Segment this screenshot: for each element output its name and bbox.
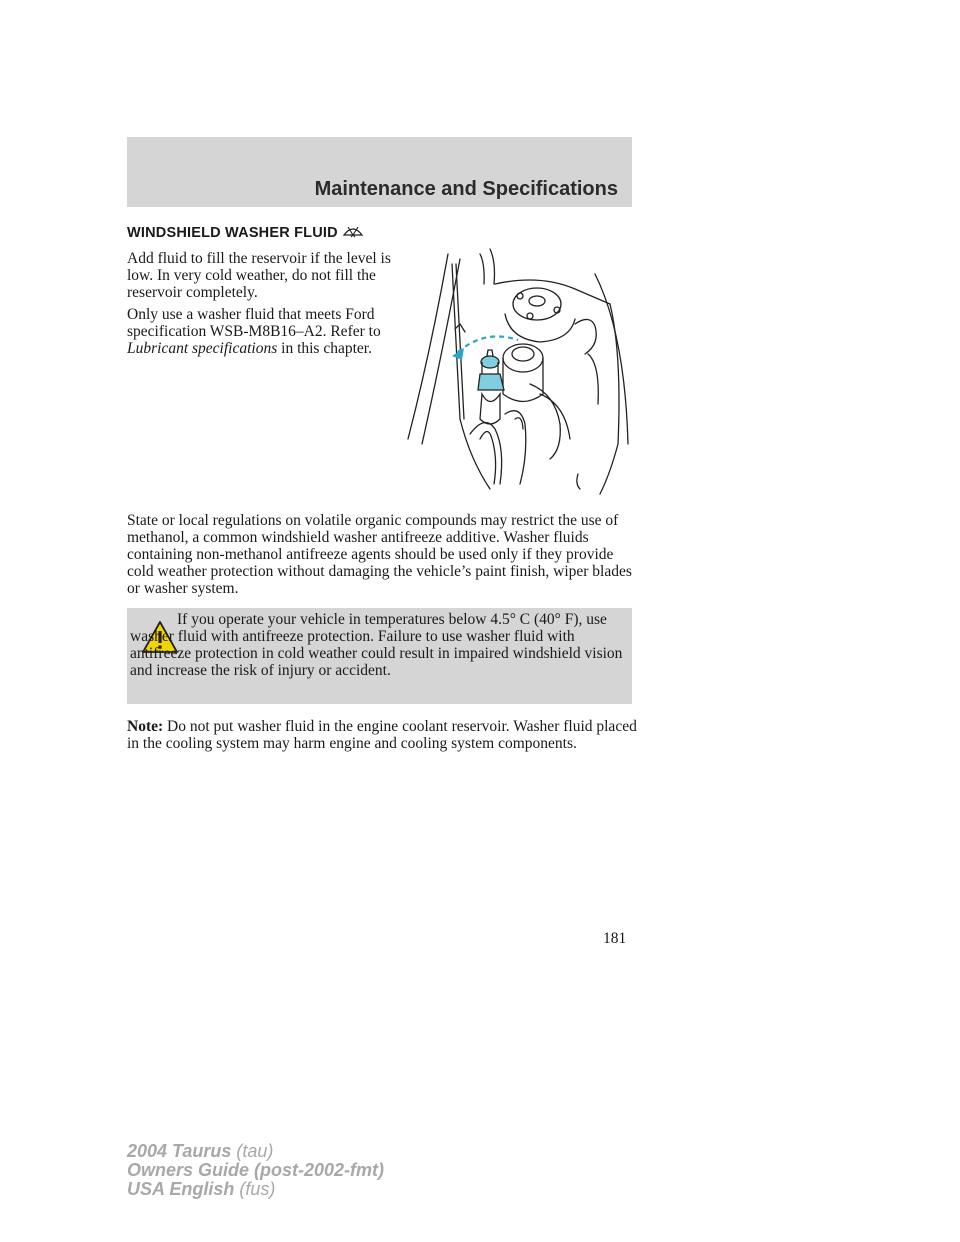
intro-paragraph-2: [127, 306, 402, 357]
footer-line-1: [127, 1142, 384, 1161]
footer-model-code: (tau): [236, 1141, 274, 1161]
intro-paragraph-1: Add fluid to fill the reservoir if the level is low. In very cold weather, do not fill the reservoir completely.: [127, 250, 391, 301]
note-text: Do not put washer fluid in the engine coolant reservoir. Washer fluid placed in the cooling system may harm engine and cooling system components.: [127, 718, 637, 752]
section-heading-text: WINDSHIELD WASHER FLUID: [127, 225, 338, 241]
footer-line-2: [127, 1161, 384, 1180]
header-band: [127, 137, 632, 207]
intro-paragraph-2-text: Only use a washer fluid that meets Ford specification WSB-M8B16–A2. Refer to: [127, 306, 381, 340]
footer-language: USA English: [127, 1179, 235, 1199]
footer-model: 2004 Taurus: [127, 1141, 232, 1161]
section-heading: [127, 225, 364, 241]
windshield-washer-icon: [342, 221, 364, 239]
footer: [127, 1142, 384, 1199]
warning-text: If you operate your vehicle in temperatures below 4.5° C (40° F), use washer fluid with antifreeze protection. Failure to use washer fluid with antifreeze protection in cold weather could result in impaired windshield vision and increase the risk of injury or accident.: [130, 611, 623, 679]
note-label: Note:: [127, 718, 164, 735]
page-title: Maintenance and Specifications: [314, 178, 618, 200]
methanol-paragraph: State or local regulations on volatile organic compounds may restrict the use of methanol, a common windshield washer antifreeze additive. Washer fluids containing non-methanol antifreeze agents should be used only if they provide cold weather protection without damaging the vehicle’s paint finish, wiper blades or washer system.: [127, 512, 632, 597]
warning-box: [127, 608, 632, 704]
engine-compartment-illustration: [400, 244, 633, 500]
footer-line-3: [127, 1180, 384, 1199]
page-number: 181: [603, 930, 627, 947]
intro-paragraph-2-suffix: in this chapter.: [281, 340, 372, 357]
note-paragraph: [127, 718, 637, 752]
footer-guide: Owners Guide (post-2002-fmt): [127, 1160, 385, 1180]
lubricant-specifications-reference: Lubricant specifications: [127, 340, 278, 357]
footer-language-code: (fus): [239, 1179, 276, 1199]
